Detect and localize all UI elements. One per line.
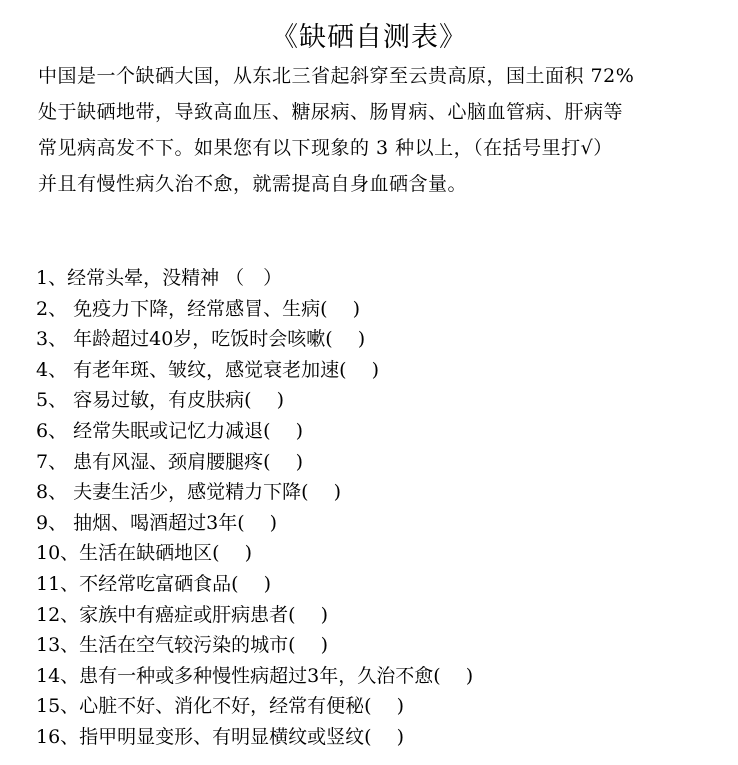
checklist-item: 7、 患有风湿、颈肩腰腿疼( ) <box>36 450 303 473</box>
checklist-item: 11、不经常吃富硒食品( ) <box>36 572 272 595</box>
checklist-item: 14、患有一种或多种慢性病超过3年，久治不愈( ) <box>36 664 474 687</box>
checklist-item: 12、家族中有癌症或肝病患者( ) <box>36 603 329 626</box>
checklist-item: 4、 有老年斑、皱纹，感觉衰老加速( ) <box>36 358 379 381</box>
checklist-item: 15、心脏不好、消化不好，经常有便秘( ) <box>36 695 405 718</box>
symptom-checklist <box>36 263 726 753</box>
checklist-item: 16、指甲明显变形、有明显横纹或竖纹( ) <box>36 725 405 748</box>
checklist-item: 1、经常头晕，没精神 （ ） <box>36 267 283 289</box>
checklist-item: 6、 经常失眠或记忆力减退( ) <box>36 419 303 442</box>
checklist-item: 3、 年龄超过40岁，吃饭时会咳嗽( ) <box>36 328 366 351</box>
page-title: 《缺硒自测表》 <box>271 22 467 53</box>
checklist-item: 10、生活在缺硒地区( ) <box>36 542 253 565</box>
intro-line: 常见病高发不下。如果您有以下现象的 3 种以上，（在括号里打√） <box>38 137 613 159</box>
intro-line: 并且有慢性病久治不愈，就需提高自身血硒含量。 <box>38 173 468 195</box>
checklist-item: 13、生活在空气较污染的城市( ) <box>36 634 329 657</box>
intro-paragraph <box>38 58 718 202</box>
checklist-item: 8、 夫妻生活少，感觉精力下降( ) <box>36 481 341 504</box>
intro-line: 处于缺硒地带，导致高血压、糖尿病、肠胃病、心脑血管病、肝病等 <box>38 101 624 123</box>
intro-line: 中国是一个缺硒大国，从东北三省起斜穿至云贵高原，国土面积 72% <box>38 65 635 87</box>
checklist-item: 9、 抽烟、喝酒超过3年( ) <box>36 511 278 534</box>
checklist-item: 2、 免疫力下降，经常感冒、生病( ) <box>36 297 360 320</box>
checklist-item: 5、 容易过敏，有皮肤病( ) <box>36 389 284 412</box>
